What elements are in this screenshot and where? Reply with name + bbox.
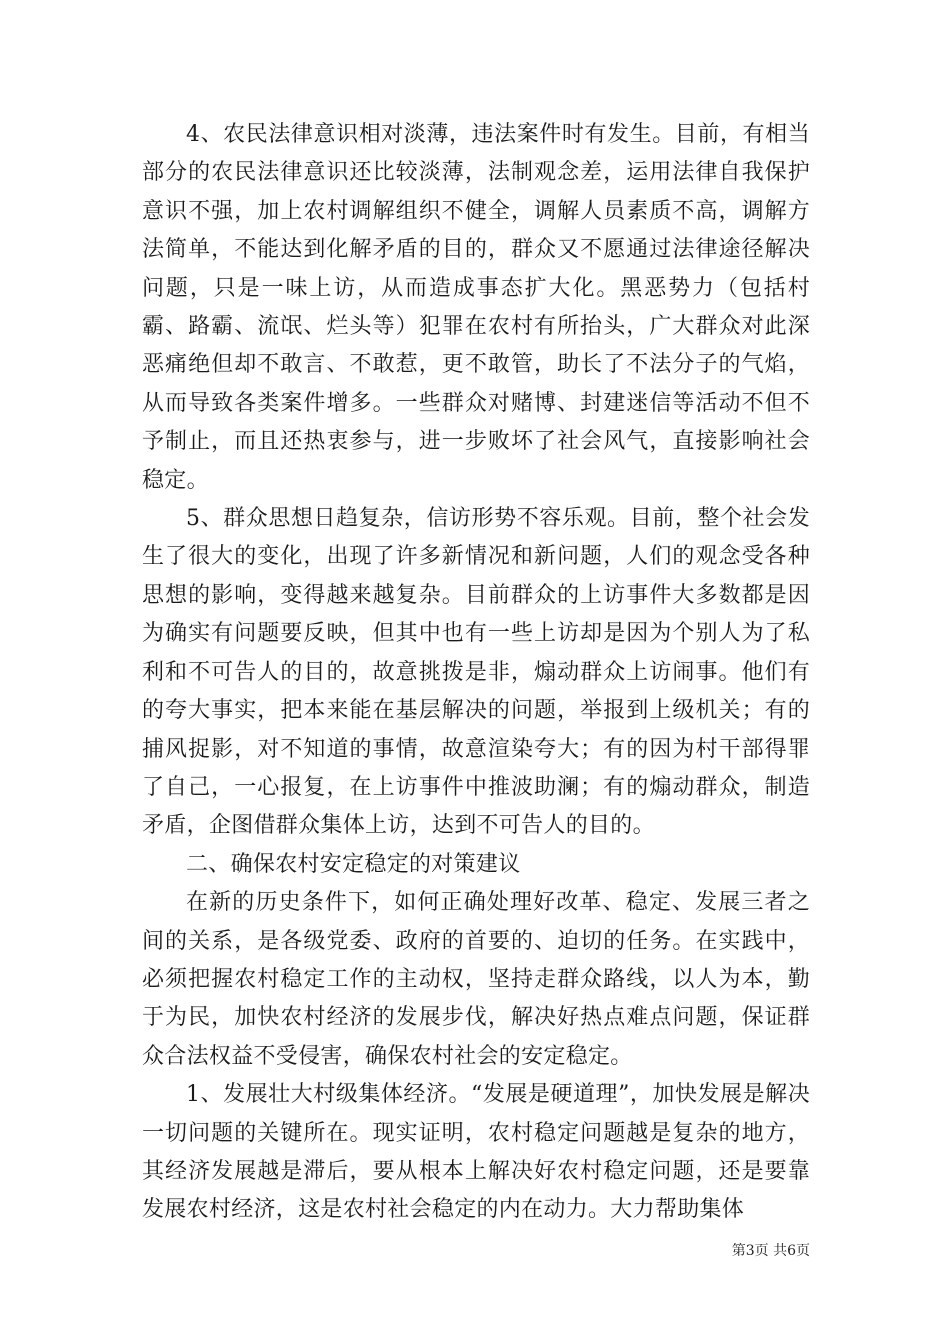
paragraph-intro-countermeasures: 在新的历史条件下，如何正确处理好改革、稳定、发展三者之间的关系，是各级党委、政府的首要的、迫切的任务。在实践中，必须把握农村稳定工作的主动权，坚持走群众路线，以人为本，勤于为民，加快农村经济的发展步伐，解决好热点难点问题，保证群众合法权益不受侵害，确保农村社会的安定稳定。: [142, 890, 810, 1069]
paragraph-5-petition-situation: 5、群众思想日趋复杂，信访形势不容乐观。目前，整个社会发生了很大的变化，出现了许多新情况和新问题，人们的观念受各种思想的影响，变得越来越复杂。目前群众的上访事件大多数都是因为确实有问题要反映，但其中也有一些上访却是因为个别人为了私利和不可告人的目的，故意挑拨是非，煽动群众上访闹事。他们有的夸大事实，把本来能在基层解决的问题，举报到上级机关；有的捕风捉影，对不知道的事情，故意渲染夸大；有的因为村干部得罪了自己，一心报复，在上访事件中推波助澜；有的煽动群众，制造矛盾，企图借群众集体上访，达到不可告人的目的。: [142, 506, 810, 839]
paragraph-1-collective-economy: 1、发展壮大村级集体经济。“发展是硬道理”，加快发展是解决一切问题的关键所在。现实证明，农村稳定问题越是复杂的地方，其经济发展越是滞后，要从根本上解决好农村稳定问题，还是要靠发展农村经济，这是农村社会稳定的内在动力。大力帮助集体: [142, 1082, 810, 1223]
paragraph-4-legal-awareness: 4、农民法律意识相对淡薄，违法案件时有发生。目前，有相当部分的农民法律意识还比较淡薄，法制观念差，运用法律自我保护意识不强，加上农村调解组织不健全，调解人员素质不高，调解方法简单，不能达到化解矛盾的目的，群众又不愿通过法律途径解决问题，只是一味上访，从而造成事态扩大化。黑恶势力（包括村霸、路霸、流氓、烂头等）犯罪在农村有所抬头，广大群众对此深恶痛绝但却不敢言、不敢惹，更不敢管，助长了不法分子的气焰，从而导致各类案件增多。一些群众对赌博、封建迷信等活动不但不予制止，而且还热衷参与，进一步败坏了社会风气，直接影响社会稳定。: [142, 122, 810, 493]
page-number: 第3页 共6页: [731, 1243, 810, 1259]
document-body: [142, 116, 810, 1230]
section-heading: 二、确保农村安定稳定的对策建议: [186, 851, 521, 877]
